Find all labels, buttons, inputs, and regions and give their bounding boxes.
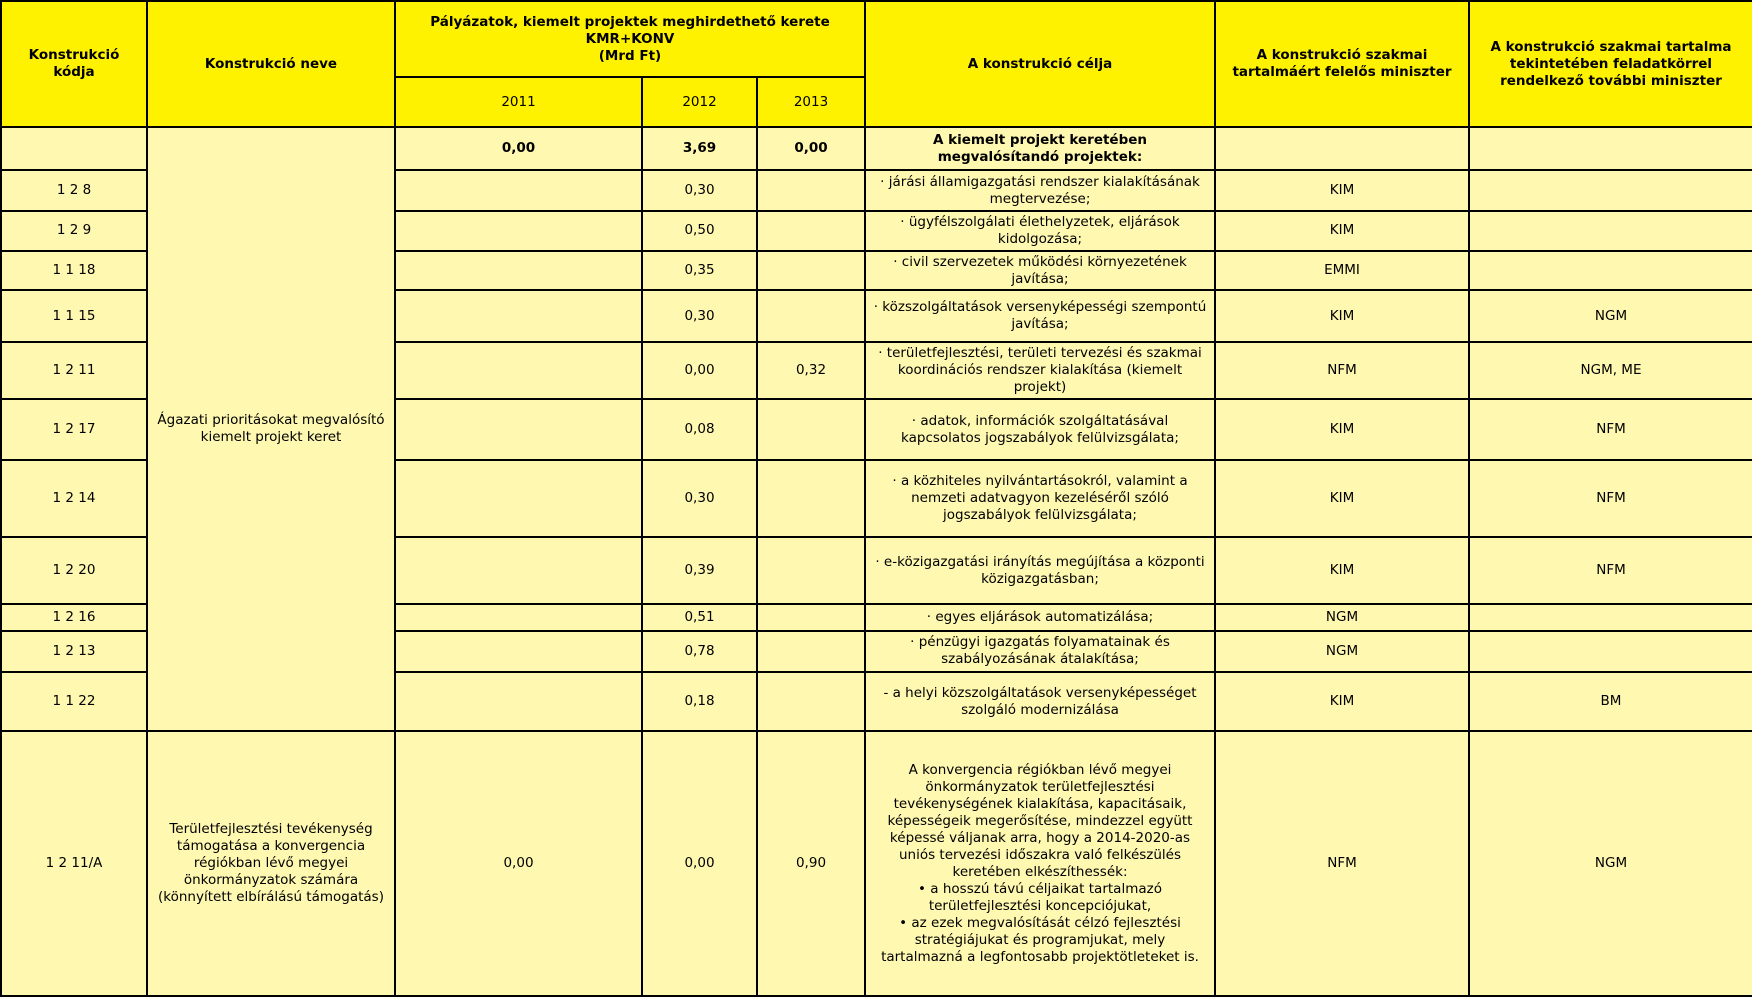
goal-line: önkormányzatok területfejlesztési — [925, 778, 1155, 795]
goal-line: • az ezek megvalósítását célzó fejlesztési — [899, 914, 1181, 931]
goal-line: tevékenységének kialakítása, kapacitásaik, — [893, 795, 1187, 812]
minister-cell: NFM — [1215, 342, 1469, 400]
value-2012-cell: 0,30 — [642, 170, 757, 210]
minister-cell: EMMI — [1215, 251, 1469, 290]
value-2012-cell: 0,18 — [642, 672, 757, 732]
minister-cell: NGM — [1215, 631, 1469, 672]
table-row — [1, 127, 1752, 170]
code-cell: 1 2 17 — [1, 399, 147, 460]
goal-cell: · területfejlesztési, területi tervezési és szakmai koordinációs rendszer kialakítása (kiemelt projekt) — [865, 342, 1215, 400]
header-minister: A konstrukció szakmai tartalmáért felelős miniszter — [1215, 1, 1469, 127]
value-2012-cell: 0,39 — [642, 537, 757, 605]
code-cell: 1 2 13 — [1, 631, 147, 672]
goal-line: tartalmazná a legfontosabb projektötleteket is. — [881, 948, 1199, 965]
construction-name-cell: Területfejlesztési tevékenység támogatása a konvergencia régiókban lévő megyei önkormányzatok számára (könnyített elbírálású támogatás) — [147, 731, 395, 996]
header-year-2012: 2012 — [642, 77, 757, 127]
other-minister-cell: NGM — [1469, 731, 1752, 996]
value-2011-cell — [395, 537, 642, 605]
header-name: Konstrukció neve — [147, 1, 395, 127]
other-minister-cell — [1469, 631, 1752, 672]
minister-cell: KIM — [1215, 672, 1469, 732]
value-2013-cell — [757, 399, 865, 460]
header-budget-line: Pályázatok, kiemelt projektek meghirdethető kerete — [430, 13, 830, 30]
header-code: Konstrukció kódja — [1, 1, 147, 127]
code-cell: 1 1 15 — [1, 290, 147, 341]
value-2013-cell — [757, 537, 865, 605]
code-cell: 1 2 8 — [1, 170, 147, 210]
goal-cell: · egyes eljárások automatizálása; — [865, 604, 1215, 630]
other-minister-cell — [1469, 251, 1752, 290]
other-minister-cell: NGM, ME — [1469, 342, 1752, 400]
code-cell: 1 2 14 — [1, 460, 147, 537]
header-year-2013: 2013 — [757, 77, 865, 127]
goal-line: A konvergencia régiókban lévő megyei — [908, 761, 1172, 778]
goal-cell — [865, 731, 1215, 996]
value-2012-cell: 0,08 — [642, 399, 757, 460]
value-2012-cell: 0,30 — [642, 290, 757, 341]
goal-cell: · járási államigazgatási rendszer kialakításának megtervezése; — [865, 170, 1215, 210]
minister-cell: KIM — [1215, 460, 1469, 537]
value-2013-cell — [757, 631, 865, 672]
value-2011-cell — [395, 672, 642, 732]
goal-cell: - a helyi közszolgáltatások versenyképességet szolgáló modernizálása — [865, 672, 1215, 732]
other-minister-cell — [1469, 211, 1752, 251]
value-2013-cell — [757, 251, 865, 290]
goal-cell: · a közhiteles nyilvántartásokról, valamint a nemzeti adatvagyon kezeléséről szóló jogszabályok felülvizsgálata; — [865, 460, 1215, 537]
minister-cell: KIM — [1215, 211, 1469, 251]
goal-cell: · civil szervezetek működési környezetének javítása; — [865, 251, 1215, 290]
value-2011-cell — [395, 170, 642, 210]
code-cell: 1 2 20 — [1, 537, 147, 605]
value-2013-cell — [757, 604, 865, 630]
value-2013-cell — [757, 170, 865, 210]
code-cell: 1 1 22 — [1, 672, 147, 732]
value-2013-cell — [757, 672, 865, 732]
goal-cell: A kiemelt projekt keretében megvalósítandó projektek: — [865, 127, 1215, 170]
minister-cell — [1215, 127, 1469, 170]
value-2012-cell: 0,78 — [642, 631, 757, 672]
goal-line: uniós tervezési időszakra való felkészülés — [898, 846, 1182, 863]
minister-cell: KIM — [1215, 537, 1469, 605]
value-2013-cell: 0,00 — [757, 127, 865, 170]
goal-line: képességeik megerősítése, mindezzel együtt — [887, 812, 1193, 829]
other-minister-cell: NFM — [1469, 399, 1752, 460]
value-2013-cell: 0,90 — [757, 731, 865, 996]
other-minister-cell: NFM — [1469, 460, 1752, 537]
header-goal: A konstrukció célja — [865, 1, 1215, 127]
goal-cell: · e-közigazgatási irányítás megújítása a központi közigazgatásban; — [865, 537, 1215, 605]
value-2011-cell — [395, 604, 642, 630]
value-2012-cell: 0,50 — [642, 211, 757, 251]
value-2012-cell: 0,35 — [642, 251, 757, 290]
value-2011-cell: 0,00 — [395, 731, 642, 996]
header-budget — [395, 1, 865, 77]
value-2013-cell — [757, 290, 865, 341]
value-2012-cell: 0,51 — [642, 604, 757, 630]
code-cell — [1, 127, 147, 170]
goal-cell: · adatok, információk szolgáltatásával kapcsolatos jogszabályok felülvizsgálata; — [865, 399, 1215, 460]
table-row — [1, 731, 1752, 996]
minister-cell: KIM — [1215, 290, 1469, 341]
value-2011-cell — [395, 211, 642, 251]
goal-line: • a hosszú távú céljaikat tartalmazó — [918, 880, 1162, 897]
goal-line: képessé váljanak arra, hogy a 2014-2020-as — [889, 829, 1191, 846]
minister-cell: NGM — [1215, 604, 1469, 630]
code-cell: 1 2 9 — [1, 211, 147, 251]
group-name-cell: Ágazati prioritásokat megvalósító kiemelt projekt keret — [147, 127, 395, 731]
goal-cell: · ügyfélszolgálati élethelyzetek, eljárások kidolgozása; — [865, 211, 1215, 251]
value-2012-cell: 0,00 — [642, 731, 757, 996]
value-2011-cell — [395, 290, 642, 341]
value-2013-cell: 0,32 — [757, 342, 865, 400]
goal-cell: · pénzügyi igazgatás folyamatainak és szabályozásának átalakítása; — [865, 631, 1215, 672]
other-minister-cell: BM — [1469, 672, 1752, 732]
header-year-2011: 2011 — [395, 77, 642, 127]
code-cell: 1 1 18 — [1, 251, 147, 290]
other-minister-cell: NGM — [1469, 290, 1752, 341]
code-cell: 1 2 11/A — [1, 731, 147, 996]
value-2011-cell — [395, 251, 642, 290]
header-other-minister: A konstrukció szakmai tartalma tekintetében feladatkörrel rendelkező további miniszter — [1469, 1, 1752, 127]
value-2011-cell: 0,00 — [395, 127, 642, 170]
value-2012-cell: 0,00 — [642, 342, 757, 400]
goal-line: keretében elkészíthessék: — [952, 863, 1128, 880]
value-2012-cell: 0,30 — [642, 460, 757, 537]
minister-cell: KIM — [1215, 399, 1469, 460]
value-2013-cell — [757, 211, 865, 251]
minister-cell: NFM — [1215, 731, 1469, 996]
code-cell: 1 2 16 — [1, 604, 147, 630]
other-minister-cell — [1469, 170, 1752, 210]
other-minister-cell — [1469, 127, 1752, 170]
other-minister-cell: NFM — [1469, 537, 1752, 605]
header-budget-line: (Mrd Ft) — [598, 47, 662, 64]
value-2011-cell — [395, 342, 642, 400]
value-2013-cell — [757, 460, 865, 537]
goal-line: stratégiájukat és programjukat, mely — [914, 931, 1166, 948]
code-cell: 1 2 11 — [1, 342, 147, 400]
goal-line: területfejlesztési koncepciójukat, — [928, 897, 1152, 914]
minister-cell: KIM — [1215, 170, 1469, 210]
value-2012-cell: 3,69 — [642, 127, 757, 170]
goal-cell: · közszolgáltatások versenyképességi szempontú javítása; — [865, 290, 1215, 341]
other-minister-cell — [1469, 604, 1752, 630]
value-2011-cell — [395, 631, 642, 672]
header-budget-line: KMR+KONV — [585, 30, 675, 47]
value-2011-cell — [395, 460, 642, 537]
value-2011-cell — [395, 399, 642, 460]
